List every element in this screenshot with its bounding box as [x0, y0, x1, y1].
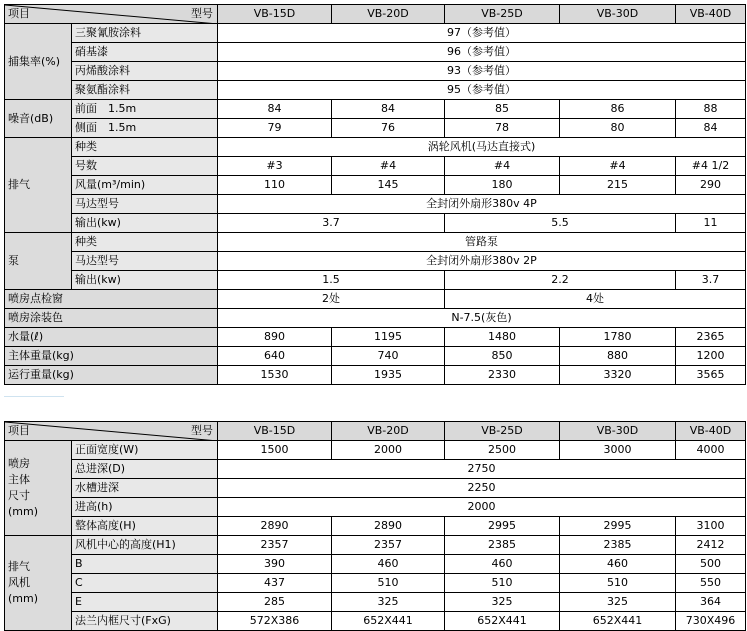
diagonal-line	[5, 5, 218, 24]
cell-value: 84	[676, 119, 746, 138]
cell-value: 85	[445, 100, 560, 119]
table-row	[5, 62, 746, 81]
table-row	[5, 290, 746, 309]
cell-value: 88	[676, 100, 746, 119]
cell-value: 460	[332, 555, 445, 574]
cell-value: 3.7	[218, 214, 445, 233]
item-model-header	[5, 422, 218, 441]
cell-value: 3320	[560, 366, 676, 385]
cell-value: 2365	[676, 328, 746, 347]
exhaust-label: 排气	[5, 138, 72, 233]
cell-value: 4000	[676, 441, 746, 460]
cell-value: 437	[218, 574, 332, 593]
cell-value: 2000	[218, 498, 746, 517]
cell-value: 78	[445, 119, 560, 138]
table-row	[5, 460, 746, 479]
row-label: 风机中心的高度(H1)	[72, 536, 218, 555]
cell-value: 2750	[218, 460, 746, 479]
row-label: 种类	[72, 233, 218, 252]
cell-value: 652X441	[332, 612, 445, 631]
row-label: 正面宽度(W)	[72, 441, 218, 460]
cell-value: 325	[445, 593, 560, 612]
cell-value: 1935	[332, 366, 445, 385]
cell-value: 2330	[445, 366, 560, 385]
row-label: 聚氨酯涂料	[72, 81, 218, 100]
row-label: 马达型号	[72, 252, 218, 271]
cell-value: 涡轮风机(马达直接式)	[218, 138, 746, 157]
spec-table-1	[4, 4, 746, 385]
row-label: 丙烯酸涂料	[72, 62, 218, 81]
cell-value: 2250	[218, 479, 746, 498]
cell-value: 730X496	[676, 612, 746, 631]
cell-value: 652X441	[560, 612, 676, 631]
table-row	[5, 612, 746, 631]
spec-table-2	[4, 421, 746, 631]
cell-value: 80	[560, 119, 676, 138]
cell-value: 510	[332, 574, 445, 593]
cell-value: 2357	[218, 536, 332, 555]
cell-value: 740	[332, 347, 445, 366]
cell-value: 290	[676, 176, 746, 195]
cell-value: 11	[676, 214, 746, 233]
table-row	[5, 81, 746, 100]
cell-value: 1780	[560, 328, 676, 347]
row-label: C	[72, 574, 218, 593]
table-header-row	[5, 5, 746, 24]
model-header: VB-20D	[332, 5, 445, 24]
cell-value: 652X441	[445, 612, 560, 631]
cell-value: 2357	[332, 536, 445, 555]
booth-body-label	[5, 441, 72, 536]
cell-value: 86	[560, 100, 676, 119]
row-label: 喷房点检窗	[5, 290, 218, 309]
cell-value: 5.5	[445, 214, 676, 233]
table-row	[5, 271, 746, 290]
cell-value: 325	[560, 593, 676, 612]
table-row	[5, 309, 746, 328]
table-row	[5, 24, 746, 43]
row-label: 运行重量(kg)	[5, 366, 218, 385]
model-header: VB-25D	[445, 422, 560, 441]
cell-value: 3100	[676, 517, 746, 536]
model-header: VB-15D	[218, 5, 332, 24]
cell-value: #4 1/2	[676, 157, 746, 176]
table-row	[5, 517, 746, 536]
table-row	[5, 176, 746, 195]
row-label: 总进深(D)	[72, 460, 218, 479]
cell-value: N-7.5(灰色)	[218, 309, 746, 328]
table-row	[5, 498, 746, 517]
table-row	[5, 157, 746, 176]
model-header: VB-30D	[560, 422, 676, 441]
fan-label	[5, 536, 72, 631]
row-label: 三聚氰胺涂料	[72, 24, 218, 43]
row-label: 硝基漆	[72, 43, 218, 62]
cell-value: 460	[445, 555, 560, 574]
cell-value: 2890	[218, 517, 332, 536]
cell-value: 180	[445, 176, 560, 195]
table-row	[5, 441, 746, 460]
cell-value: 全封闭外扇形380v 4P	[218, 195, 746, 214]
cell-value: 2385	[560, 536, 676, 555]
diagonal-line	[5, 422, 218, 441]
cell-value: 460	[560, 555, 676, 574]
table-row	[5, 328, 746, 347]
table-row	[5, 593, 746, 612]
cell-value: #4	[445, 157, 560, 176]
table-row	[5, 536, 746, 555]
cell-value: 全封闭外扇形380v 2P	[218, 252, 746, 271]
table-row	[5, 100, 746, 119]
cell-value: 850	[445, 347, 560, 366]
table-row	[5, 252, 746, 271]
cell-value: 215	[560, 176, 676, 195]
table-row	[5, 43, 746, 62]
cell-value: 1195	[332, 328, 445, 347]
cell-value: 3565	[676, 366, 746, 385]
cell-value: 1480	[445, 328, 560, 347]
cell-value: 2890	[332, 517, 445, 536]
row-label: 种类	[72, 138, 218, 157]
cell-value: 管路泵	[218, 233, 746, 252]
row-label: 水槽进深	[72, 479, 218, 498]
cell-value: 2995	[445, 517, 560, 536]
item-label: 项目	[8, 7, 30, 20]
row-label: 号数	[72, 157, 218, 176]
row-label: 整体高度(H)	[72, 517, 218, 536]
cell-value: 3000	[560, 441, 676, 460]
cell-value: 572X386	[218, 612, 332, 631]
noise-label: 噪音(dB)	[5, 100, 72, 138]
cell-value: 2412	[676, 536, 746, 555]
model-header: VB-20D	[332, 422, 445, 441]
table-row	[5, 479, 746, 498]
cell-value: 76	[332, 119, 445, 138]
table-header-row	[5, 422, 746, 441]
pump-label: 泵	[5, 233, 72, 290]
cell-value: 97（参考值）	[218, 24, 746, 43]
model-header: VB-40D	[676, 5, 746, 24]
cell-value: 84	[332, 100, 445, 119]
model-label: 型号	[191, 424, 213, 437]
table-row	[5, 574, 746, 593]
capture-rate-label: 捕集率(%)	[5, 24, 72, 100]
cell-value: 510	[445, 574, 560, 593]
cell-value: 79	[218, 119, 332, 138]
row-label: E	[72, 593, 218, 612]
row-label: 主体重量(kg)	[5, 347, 218, 366]
booth-body-label-text: 喷房 主体 尺寸 (mm)	[8, 457, 39, 518]
cell-value: 500	[676, 555, 746, 574]
model-header: VB-25D	[445, 5, 560, 24]
table-row	[5, 195, 746, 214]
cell-value: 96（参考值）	[218, 43, 746, 62]
cell-value: 93（参考值）	[218, 62, 746, 81]
item-model-header	[5, 5, 218, 24]
cell-value: 84	[218, 100, 332, 119]
cell-value: 1530	[218, 366, 332, 385]
cell-value: 2.2	[445, 271, 676, 290]
row-label: 输出(kw)	[72, 214, 218, 233]
cell-value: 510	[560, 574, 676, 593]
table-row	[5, 138, 746, 157]
cell-value: 1500	[218, 441, 332, 460]
cell-value: #4	[332, 157, 445, 176]
row-label: 马达型号	[72, 195, 218, 214]
model-header: VB-40D	[676, 422, 746, 441]
table-row	[5, 214, 746, 233]
cell-value: #4	[560, 157, 676, 176]
row-label: 法兰内框尺寸(FxG)	[72, 612, 218, 631]
table-row	[5, 119, 746, 138]
cell-value: 2995	[560, 517, 676, 536]
cell-value: 3.7	[676, 271, 746, 290]
cell-value: 1200	[676, 347, 746, 366]
cell-value: 364	[676, 593, 746, 612]
cell-value: 640	[218, 347, 332, 366]
cell-value: 285	[218, 593, 332, 612]
cell-value: 1.5	[218, 271, 445, 290]
cell-value: 2500	[445, 441, 560, 460]
table-row	[5, 366, 746, 385]
divider	[4, 396, 64, 397]
cell-value: 890	[218, 328, 332, 347]
table-row	[5, 555, 746, 574]
row-label: 侧面 1.5m	[72, 119, 218, 138]
cell-value: 145	[332, 176, 445, 195]
cell-value: 2000	[332, 441, 445, 460]
row-label: B	[72, 555, 218, 574]
cell-value: 2处	[218, 290, 445, 309]
row-label: 风量(m³/min)	[72, 176, 218, 195]
cell-value: 390	[218, 555, 332, 574]
table-row	[5, 347, 746, 366]
model-header: VB-15D	[218, 422, 332, 441]
row-label: 进高(h)	[72, 498, 218, 517]
model-label: 型号	[191, 7, 213, 20]
table-row	[5, 233, 746, 252]
model-header: VB-30D	[560, 5, 676, 24]
cell-value: 325	[332, 593, 445, 612]
cell-value: 95（参考值）	[218, 81, 746, 100]
item-label: 项目	[8, 424, 30, 437]
cell-value: 2385	[445, 536, 560, 555]
cell-value: 4处	[445, 290, 746, 309]
row-label: 喷房涂装色	[5, 309, 218, 328]
row-label: 输出(kw)	[72, 271, 218, 290]
cell-value: 110	[218, 176, 332, 195]
cell-value: 880	[560, 347, 676, 366]
fan-label-text: 排气 风机 (mm)	[8, 560, 39, 605]
cell-value: 550	[676, 574, 746, 593]
row-label: 前面 1.5m	[72, 100, 218, 119]
cell-value: #3	[218, 157, 332, 176]
row-label: 水量(ℓ)	[5, 328, 218, 347]
